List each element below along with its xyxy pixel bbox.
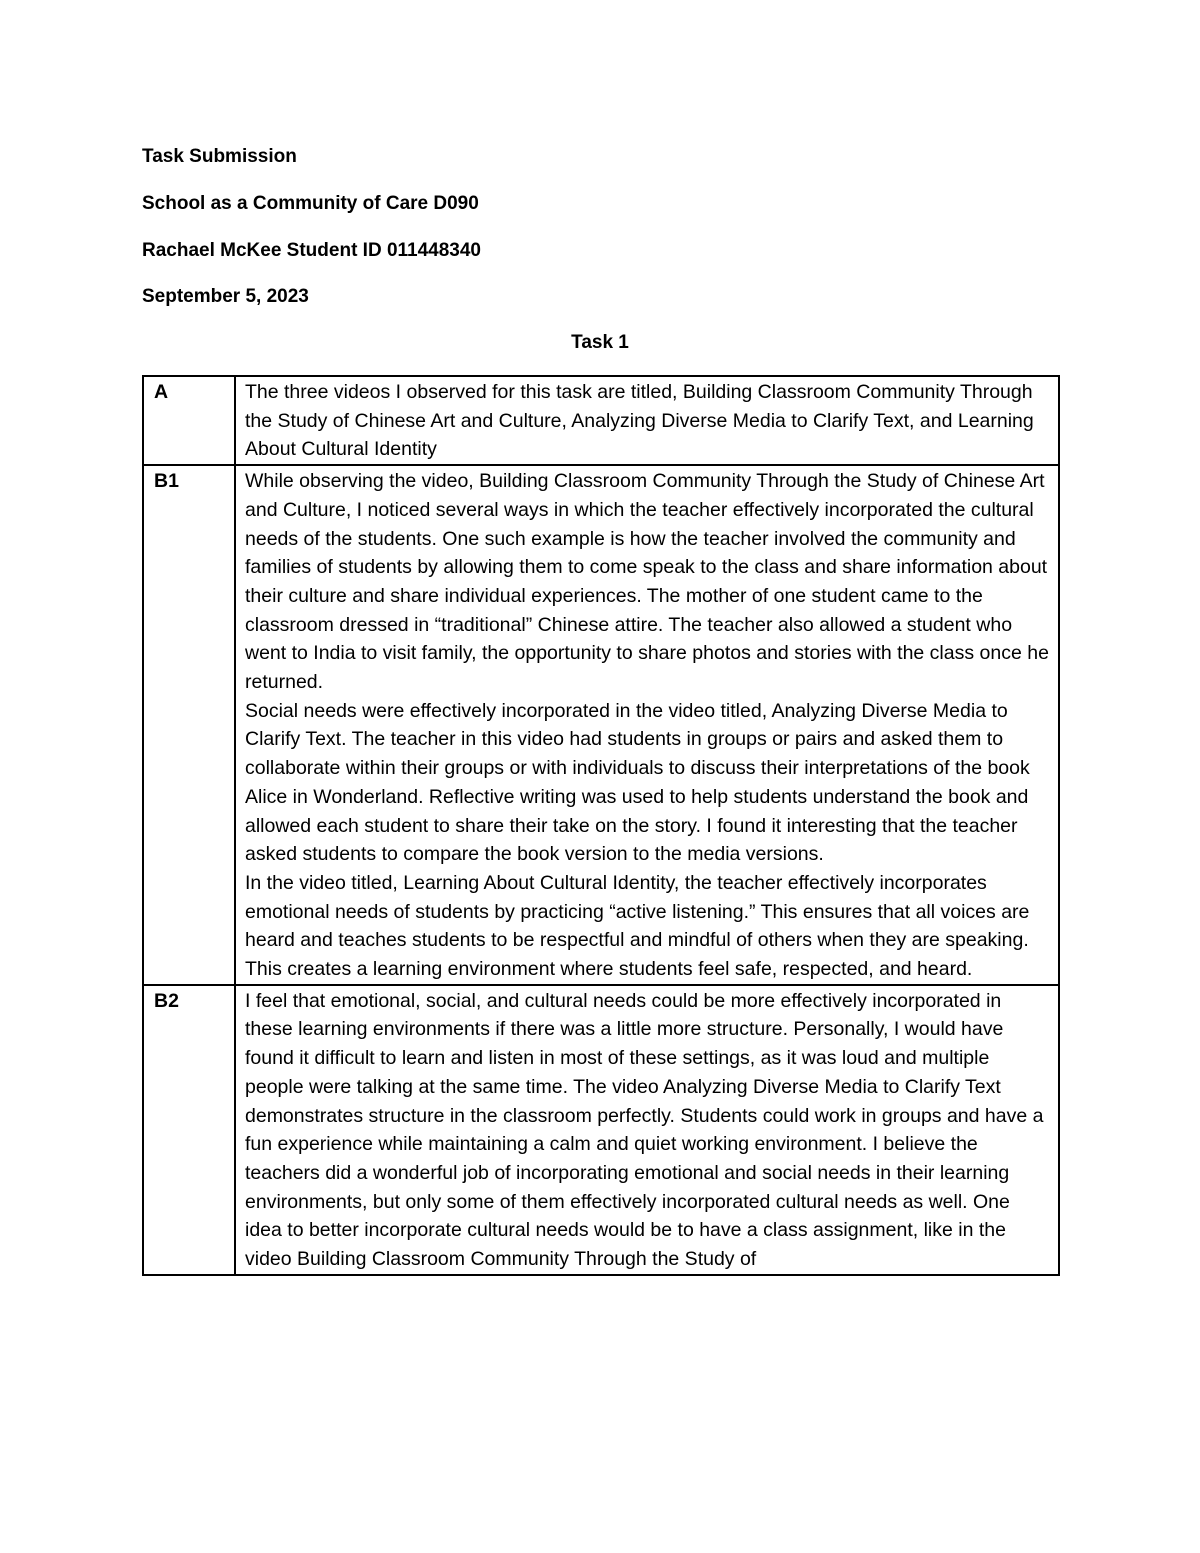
task-heading: Task 1: [571, 332, 629, 353]
table-row: [143, 465, 1059, 985]
submission-date: September 5, 2023: [142, 286, 309, 307]
course-title: School as a Community of Care D090: [142, 193, 479, 214]
row-label: B1: [143, 465, 235, 985]
paragraph: In the video titled, Learning About Cultural Identity, the teacher effectively incorporates emotional needs of students by practicing “active listening.” This ensures that all voices are heard and teaches students to be respectful and mindful of others when they are speaking. This creates a learning environment where students feel safe, respected, and heard.: [245, 871, 1030, 981]
row-content: [235, 985, 1059, 1275]
row-label: B2: [143, 985, 235, 1275]
table-row: [143, 985, 1059, 1275]
paragraph: Social needs were effectively incorporated in the video titled, Analyzing Diverse Media to Clarify Text. The teacher in this video had students in groups or pairs and asked them to collaborate within their groups or with individuals to discuss their interpretations of the book Alice in Wonderland. Reflective writing was used to help students understand the book and allowed each student to share their take on the story. I found it interesting that the teacher asked students to compare the book version to the media versions.: [245, 699, 1030, 866]
paragraph: The three videos I observed for this task are titled, Building Classroom Community Through the Study of Chinese Art and Culture, Analyzing Diverse Media to Clarify Text, and Learning About Cultural Identity: [245, 381, 1034, 461]
table-row: [143, 376, 1059, 465]
row-content: [235, 465, 1059, 985]
paragraph: While observing the video, Building Classroom Community Through the Study of Chinese Art and Culture, I noticed several ways in which the teacher effectively incorporated the cultural needs of the students. One such example is how the teacher involved the community and families of students by allowing them to come speak to the class and share information about their culture and share individual experiences. The mother of one student came to the classroom dressed in “traditional” Chinese attire. The teacher also allowed a student who went to India to visit family, the opportunity to share photos and stories with the class once he returned.: [245, 470, 1049, 694]
paragraph: I feel that emotional, social, and cultural needs could be more effectively incorporated in these learning environments if there was a little more structure. Personally, I would have found it difficult to learn and listen in most of these settings, as it was loud and multiple people were talking at the same time. The video Analyzing Diverse Media to Clarify Text demonstrates structure in the classroom perfectly. Students could work in groups and have a fun experience while maintaining a calm and quiet working environment. I believe the teachers did a wonderful job of incorporating emotional and social needs in their learning environments, but only some of them effectively incorporated cultural needs as well. One idea to better incorporate cultural needs would be to have a class assignment, like in the video Building Classroom Community Through the Study of: [245, 989, 1044, 1271]
row-content: [235, 376, 1059, 465]
task-table: [142, 375, 1060, 1276]
submission-title: Task Submission: [142, 146, 297, 167]
row-label: A: [143, 376, 235, 465]
student-info: Rachael McKee Student ID 011448340: [142, 240, 482, 261]
